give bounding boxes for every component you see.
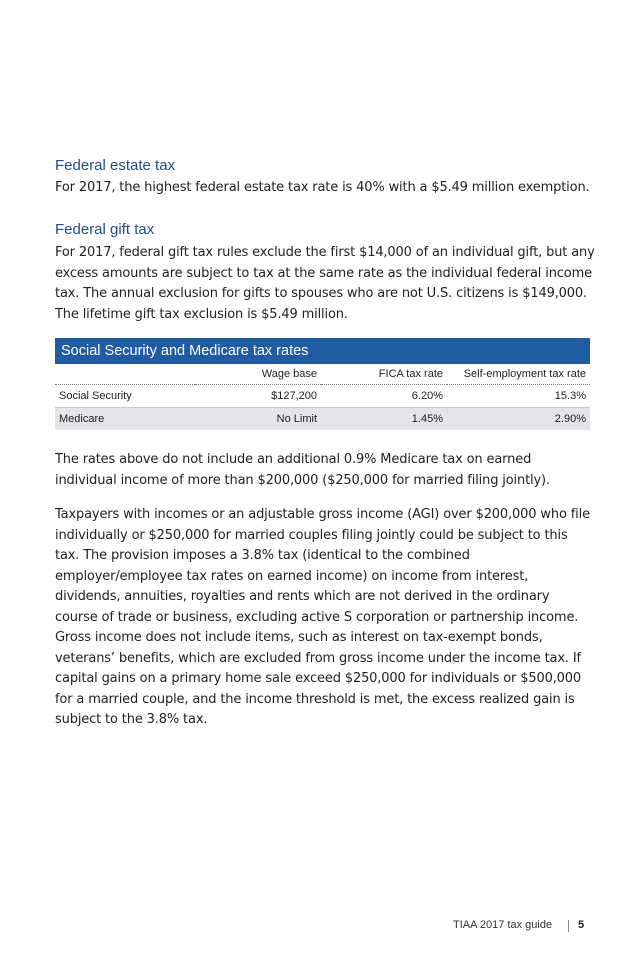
table-header-cell: Wage base xyxy=(195,364,321,385)
table-cell: No Limit xyxy=(195,408,321,431)
table-header-row xyxy=(55,364,590,385)
table-cell: Social Security xyxy=(55,385,195,408)
table-cell: 15.3% xyxy=(447,385,590,408)
gift-tax-paragraph: For 2017, federal gift tax rules exclude the first $14,000 of an individual gift, but any excess amounts are subject to tax at the same rate as the individual federal income tax. The annual exclusion for gifts to spouses who are not U.S. citizens is $149,000. The lifetime gift tax exclusion is $5.49 million. xyxy=(55,245,595,322)
table-title: Social Security and Medicare tax rates xyxy=(55,338,590,364)
estate-tax-heading: Federal estate tax xyxy=(55,157,176,174)
medicare-note-paragraph: The rates above do not include an additional 0.9% Medicare tax on earned individual income of more than $200,000 ($250,000 for married filing jointly). xyxy=(55,452,550,488)
gift-tax-heading: Federal gift tax xyxy=(55,221,155,238)
footer-guide-title: TIAA 2017 tax guide xyxy=(453,919,553,931)
footer-divider xyxy=(568,920,569,932)
table-header-cell: Self-employment tax rate xyxy=(447,364,590,385)
tax-rates-table xyxy=(55,338,590,430)
page-footer xyxy=(453,919,585,931)
estate-tax-paragraph: For 2017, the highest federal estate tax rate is 40% with a $5.49 million exemption. xyxy=(55,180,590,195)
table-row xyxy=(55,408,590,431)
table-cell: 6.20% xyxy=(321,385,447,408)
table-header-cell xyxy=(55,364,195,385)
investment-income-tax-paragraph: Taxpayers with incomes or an adjustable gross income (AGI) over $200,000 who file individually or $250,000 for married couples filing jointly could be subject to this tax. The provision imposes a 3.8% tax (identical to the combined employer/employee tax rates on earned income) on income from interest, dividends, annuities, royalties and rents which are not derived in the ordinary course of trade or business, excluding active S corporation or partnership income. Gross income does not include items, such as interest on tax-exempt bonds, veterans’ benefits, which are excluded from gross income under the income tax. If capital gains on a primary home sale exceed $250,000 for individuals or $500,000 for a married couple, and the income threshold is met, the excess realized gain is subject to the 3.8% tax. xyxy=(55,507,590,727)
page-number: 5 xyxy=(578,919,585,931)
table-header-cell: FICA tax rate xyxy=(321,364,447,385)
table-cell: 1.45% xyxy=(321,408,447,431)
table-row xyxy=(55,385,590,408)
table-cell: Medicare xyxy=(55,408,195,431)
table-cell: 2.90% xyxy=(447,408,590,431)
table-cell: $127,200 xyxy=(195,385,321,408)
